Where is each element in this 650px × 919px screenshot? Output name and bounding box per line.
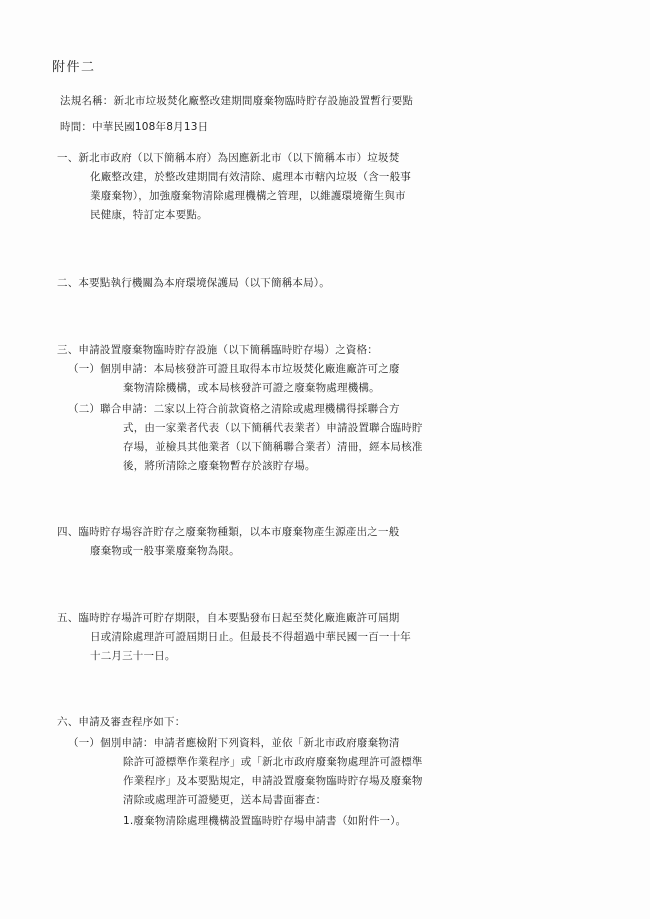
section-6-item-1-line: 作業程序」及本要點規定，申請設置廢棄物臨時貯存場及廢棄物 xyxy=(123,775,423,787)
date-line: 時間：中華民國108年8月13日 xyxy=(60,121,209,133)
section-5-line: 五、臨時貯存場許可貯存期限，自本要點發布日起至焚化廠進廠許可屆期 xyxy=(57,612,400,624)
section-3-heading: 三、申請設置廢棄物臨時貯存設施（以下簡稱臨時貯存場）之資格： xyxy=(57,344,378,356)
section-1-line: 化廠整改建，於整改建期間有效清除、處理本市轄內垃圾（含一般事 xyxy=(90,171,411,183)
section-3-item-1-line: 棄物清除機構，或本局核發許可證之廢棄物處理機構。 xyxy=(123,382,380,394)
section-1-line: 一、新北市政府（以下簡稱本府）為因應新北市（以下簡稱本市）垃圾焚 xyxy=(57,152,400,164)
section-6-item-1-line: （一）個別申請：申請者應檢附下列資料，並依「新北市政府廢棄物清 xyxy=(68,737,400,749)
regulation-name: 法規名稱：新北市垃圾焚化廠整改建期間廢棄物臨時貯存設施設置暫行要點 xyxy=(60,95,414,107)
section-5-line: 十二月三十一日。 xyxy=(90,650,176,662)
section-3-item-2-line: 後，將所清除之廢棄物暫存於該貯存場。 xyxy=(123,460,316,472)
section-6-sub-item-1: 1.廢棄物清除處理機構設置臨時貯存場申請書（如附件一）。 xyxy=(123,815,407,827)
section-2-line: 二、本要點執行機關為本府環境保護局（以下簡稱本局）。 xyxy=(57,277,330,289)
section-1-line: 民健康，特訂定本要點。 xyxy=(90,209,208,221)
section-4-line: 四、臨時貯存場容許貯存之廢棄物種類，以本市廢棄物產生源產出之一般 xyxy=(57,526,400,538)
section-3-item-2-line: 存場，並檢具其他業者（以下簡稱聯合業者）清冊，經本局核准 xyxy=(123,441,423,453)
section-3-item-2-line: （二）聯合申請：二家以上符合前款資格之清除或處理機構得採聯合方 xyxy=(68,403,400,415)
section-6-item-1-line: 除許可證標準作業程序」或「新北市政府廢棄物處理許可證標準 xyxy=(123,756,423,768)
section-5-line: 日或清除處理許可證屆期日止。但最長不得超過中華民國一百一十年 xyxy=(90,631,411,643)
attachment-title: 附件二 xyxy=(52,60,96,75)
section-6-heading: 六、申請及審查程序如下： xyxy=(57,716,186,728)
section-3-item-2-line: 式，由一家業者代表（以下簡稱代表業者）申請設置聯合臨時貯 xyxy=(123,422,423,434)
section-3-item-1-line: （一）個別申請：本局核發許可證且取得本市垃圾焚化廠進廠許可之廢 xyxy=(68,363,400,375)
section-1-line: 業廢棄物），加強廢棄物清除處理機構之管理，以維護環境衛生與市 xyxy=(90,190,406,202)
section-4-line: 廢棄物或一般事業廢棄物為限。 xyxy=(90,545,240,557)
section-6-item-1-line: 清除或處理許可證變更，送本局書面審查： xyxy=(123,794,327,806)
